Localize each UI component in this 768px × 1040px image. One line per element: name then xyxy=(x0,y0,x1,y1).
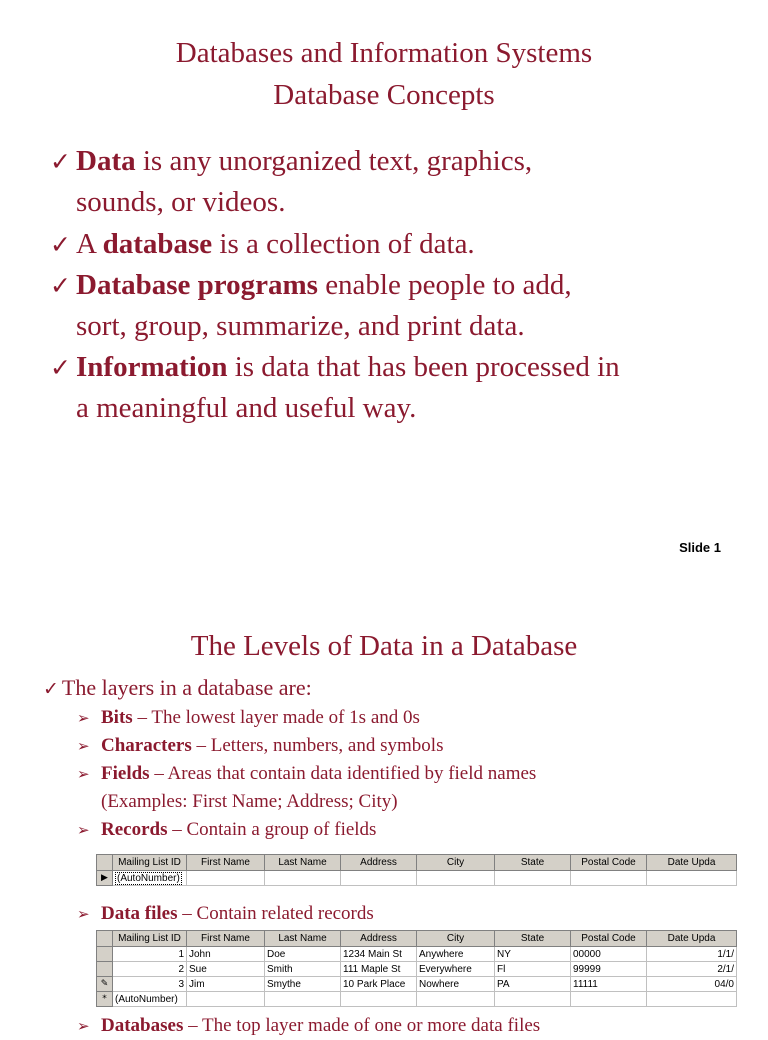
arrow-bullet-icon: ➢ xyxy=(77,765,90,783)
column-header[interactable]: Date Upda xyxy=(647,931,737,947)
table-cell[interactable] xyxy=(571,871,647,886)
bullet-bold: Information xyxy=(76,351,228,383)
bullet-bold: Database programs xyxy=(76,269,318,301)
bullet-text: is any unorganized text, graphics, xyxy=(135,145,533,177)
table-cell[interactable]: 2 xyxy=(113,962,187,977)
bullet-text: is data that has been processed in xyxy=(227,351,620,383)
bullet-database xyxy=(50,224,750,265)
bullet-prefix: A xyxy=(76,228,103,260)
table-cell[interactable] xyxy=(647,871,737,886)
slide1-title-line2: Database Concepts xyxy=(273,79,495,111)
level-text: – The lowest layer made of 1s and 0s xyxy=(132,707,420,728)
table-cell[interactable]: Jim xyxy=(187,977,265,992)
table-new-row xyxy=(97,992,737,1007)
level-bold: Bits xyxy=(101,707,133,728)
level-continuation: (Examples: First Name; Address; City) xyxy=(101,791,398,812)
table-cell[interactable] xyxy=(495,871,571,886)
bullet-continuation: sort, group, summarize, and print data. xyxy=(76,310,525,342)
table-cell[interactable] xyxy=(187,871,265,886)
table-cell[interactable] xyxy=(187,992,265,1007)
table-cell[interactable] xyxy=(417,992,495,1007)
level-bold: Databases xyxy=(101,1015,184,1036)
arrow-bullet-icon: ➢ xyxy=(77,905,90,923)
column-header[interactable]: State xyxy=(495,855,571,871)
table-cell[interactable]: NY xyxy=(495,947,571,962)
table-cell[interactable]: 11111 xyxy=(571,977,647,992)
column-header[interactable]: Last Name xyxy=(265,931,341,947)
table-header-row xyxy=(97,855,737,871)
table-cell[interactable] xyxy=(571,992,647,1007)
table-cell[interactable] xyxy=(265,992,341,1007)
table-cell[interactable]: 00000 xyxy=(571,947,647,962)
table-cell[interactable]: 2/1/ xyxy=(647,962,737,977)
bullet-bold: Data xyxy=(76,145,136,177)
bullet-information xyxy=(50,347,750,429)
level-text: – Areas that contain data identified by field names xyxy=(149,763,537,784)
table-cell[interactable] xyxy=(341,871,417,886)
table-row xyxy=(97,947,737,962)
column-header[interactable]: City xyxy=(417,855,495,871)
level-text: – Contain related records xyxy=(177,903,374,924)
bullet-text: is a collection of data. xyxy=(212,228,475,260)
column-header[interactable]: State xyxy=(495,931,571,947)
checkmark-icon: ✓ xyxy=(50,271,71,300)
record-table xyxy=(96,854,737,886)
column-header[interactable]: Mailing List ID xyxy=(113,855,187,871)
table-cell[interactable]: Nowhere xyxy=(417,977,495,992)
level-data-files xyxy=(77,900,757,928)
table-cell[interactable]: 99999 xyxy=(571,962,647,977)
slide2-title: The Levels of Data in a Database xyxy=(190,630,578,662)
slide1-title-line1: Databases and Information Systems xyxy=(175,37,593,69)
table-cell[interactable]: 1/1/ xyxy=(647,947,737,962)
table-cell[interactable] xyxy=(647,992,737,1007)
level-text: – Letters, numbers, and symbols xyxy=(191,735,444,756)
current-record-icon[interactable]: ▶ xyxy=(97,871,113,886)
table-cell[interactable]: 10 Park Place xyxy=(341,977,417,992)
row-selector[interactable] xyxy=(97,947,113,962)
table-cell[interactable]: Fl xyxy=(495,962,571,977)
column-header[interactable]: Postal Code xyxy=(571,855,647,871)
level-characters xyxy=(77,732,757,760)
slide2-intro xyxy=(43,674,312,703)
level-records xyxy=(77,816,757,844)
level-text: – Contain a group of fields xyxy=(167,819,377,840)
column-header[interactable]: Postal Code xyxy=(571,931,647,947)
bullet-continuation: sounds, or videos. xyxy=(76,186,286,218)
level-bold: Characters xyxy=(101,735,192,756)
column-header[interactable]: First Name xyxy=(187,855,265,871)
table-cell[interactable]: Smith xyxy=(265,962,341,977)
column-header[interactable]: First Name xyxy=(187,931,265,947)
level-text: – The top layer made of one or more data files xyxy=(183,1015,541,1036)
table-header-row xyxy=(97,931,737,947)
new-record-icon[interactable]: * xyxy=(97,992,113,1007)
column-header[interactable]: Address xyxy=(341,931,417,947)
table-cell[interactable]: Everywhere xyxy=(417,962,495,977)
column-header[interactable]: Date Upda xyxy=(647,855,737,871)
table-cell[interactable]: John xyxy=(187,947,265,962)
level-bold: Fields xyxy=(101,763,150,784)
checkmark-icon: ✓ xyxy=(50,147,71,176)
arrow-bullet-icon: ➢ xyxy=(77,737,90,755)
table-cell[interactable]: Sue xyxy=(187,962,265,977)
slide-number: Slide 1 xyxy=(679,540,721,555)
intro-text: The layers in a database are: xyxy=(61,675,312,700)
autonumber-value: (AutoNumber) xyxy=(117,872,180,884)
checkmark-icon: ✓ xyxy=(50,230,71,259)
arrow-bullet-icon: ➢ xyxy=(77,709,90,727)
arrow-bullet-icon: ➢ xyxy=(77,1017,90,1035)
table-cell[interactable]: Doe xyxy=(265,947,341,962)
table-cell[interactable]: 1234 Main St xyxy=(341,947,417,962)
level-fields xyxy=(77,760,757,816)
table-cell[interactable]: 111 Maple St xyxy=(341,962,417,977)
table-cell[interactable] xyxy=(495,992,571,1007)
table-cell[interactable] xyxy=(113,871,187,886)
column-header[interactable]: Last Name xyxy=(265,855,341,871)
column-header[interactable]: City xyxy=(417,931,495,947)
row-selector-header xyxy=(97,855,113,871)
table-cell[interactable]: PA xyxy=(495,977,571,992)
column-header[interactable]: Mailing List ID xyxy=(113,931,187,947)
bullet-text: enable people to add, xyxy=(317,269,572,301)
table-cell[interactable]: (AutoNumber) xyxy=(113,992,187,1007)
row-selector-header xyxy=(97,931,113,947)
level-bold: Records xyxy=(101,819,168,840)
checkmark-icon: ✓ xyxy=(43,678,59,700)
table-cell[interactable] xyxy=(265,871,341,886)
column-header[interactable]: Address xyxy=(341,855,417,871)
table-cell[interactable] xyxy=(417,871,495,886)
data-file-table xyxy=(96,930,737,1007)
level-bold: Data files xyxy=(101,903,178,924)
arrow-bullet-icon: ➢ xyxy=(77,821,90,839)
table-cell[interactable]: 04/0 xyxy=(647,977,737,992)
level-databases xyxy=(77,1012,757,1040)
table-cell[interactable]: 1 xyxy=(113,947,187,962)
level-bits xyxy=(77,704,757,732)
bullet-database-programs xyxy=(50,265,750,347)
bullet-bold: database xyxy=(102,228,213,260)
table-row xyxy=(97,977,737,992)
table-cell[interactable]: Anywhere xyxy=(417,947,495,962)
table-cell[interactable]: 3 xyxy=(113,977,187,992)
bullet-data xyxy=(50,141,750,223)
table-cell[interactable] xyxy=(341,992,417,1007)
row-selector[interactable] xyxy=(97,962,113,977)
table-row xyxy=(97,962,737,977)
bullet-continuation: a meaningful and useful way. xyxy=(76,392,417,424)
pencil-edit-icon[interactable]: ✎ xyxy=(97,977,113,992)
table-cell[interactable]: Smythe xyxy=(265,977,341,992)
table-row xyxy=(97,871,737,886)
checkmark-icon: ✓ xyxy=(50,353,71,382)
